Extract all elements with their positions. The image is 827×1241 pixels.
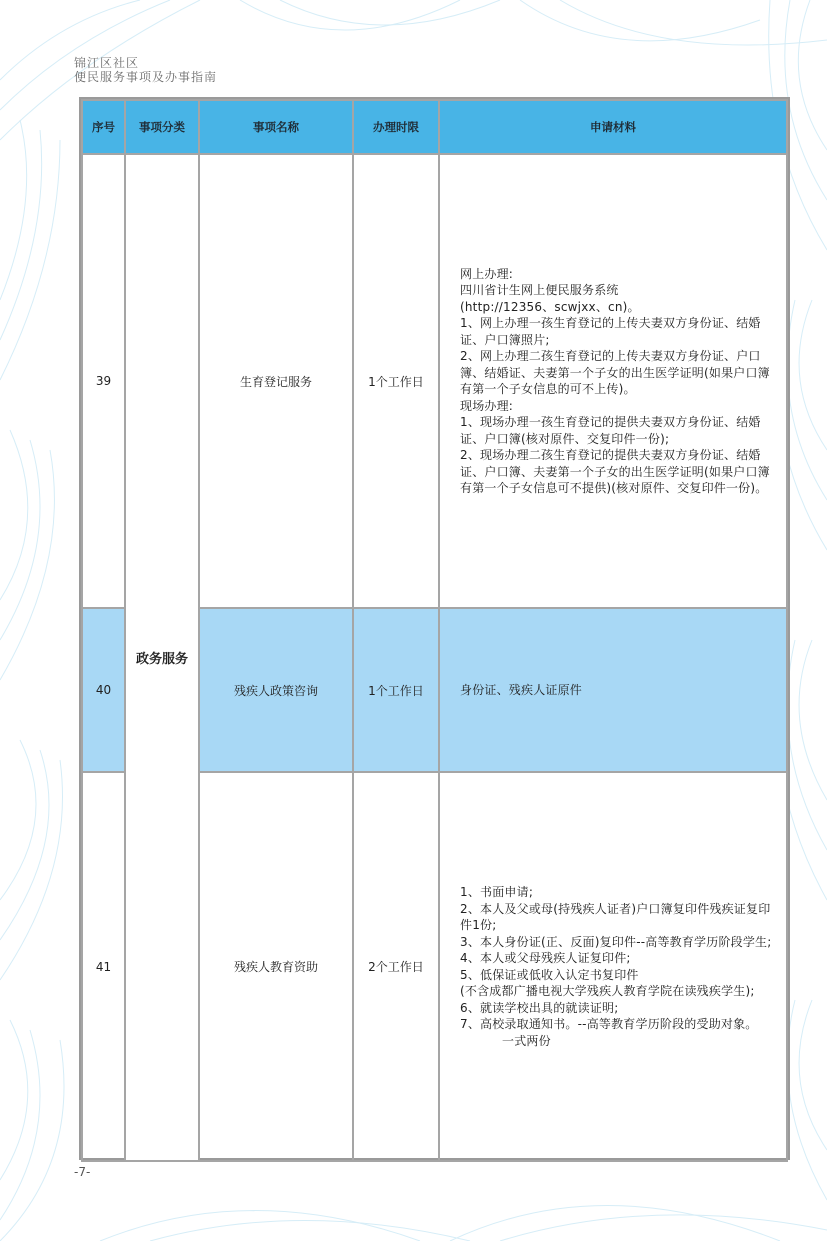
column-header-item-name: 事项名称 bbox=[199, 100, 353, 154]
materials-line: (http://12356、scwjxx、cn)。 bbox=[460, 299, 640, 314]
time-limit: 2个工作日 bbox=[353, 772, 439, 1161]
materials-line: 1、现场办理一孩生育登记的提供夫妻双方身份证、结婚证、户口簿(核对原件、交复印件一份); bbox=[460, 415, 761, 446]
materials-line: (不含成都广播电视大学残疾人教育学院在读残疾学生); bbox=[460, 984, 755, 998]
services-table bbox=[79, 97, 790, 1160]
item-name: 残疾人政策咨询 bbox=[199, 608, 353, 772]
materials-line: 四川省计生网上便民服务系统 bbox=[460, 283, 619, 297]
materials-line: 2、网上办理二孩生育登记的上传夫妻双方身份证、户口簿、结婚证、夫妻第一个子女的出生医学证明(如果户口簿有第一个子女信息的可不上传)。 bbox=[460, 349, 770, 396]
materials-line: 4、本人或父母残疾人证复印件; bbox=[460, 951, 631, 965]
header-district: 锦江区社区 bbox=[74, 56, 140, 70]
materials-line: 2、现场办理二孩生育登记的提供夫妻双方身份证、结婚证、户口簿、夫妻第一个子女的出生医学证明(如果户口簿有第一个子女信息可不提供)(核对原件、交复印件一份)。 bbox=[460, 448, 770, 495]
materials-cell bbox=[439, 154, 787, 608]
materials-line: 3、本人身份证(正、反面)复印件--高等教育学历阶段学生; bbox=[460, 934, 772, 949]
table-row bbox=[82, 154, 787, 608]
materials-line: 1、网上办理一孩生育登记的上传夫妻双方身份证、结婚证、户口簿照片; bbox=[460, 316, 761, 347]
materials-line: 身份证、残疾人证原件 bbox=[460, 682, 583, 697]
materials-cell bbox=[439, 608, 787, 772]
page-header bbox=[74, 56, 217, 84]
column-header-category: 事项分类 bbox=[125, 100, 199, 154]
category-cell: 政务服务 bbox=[125, 154, 199, 1161]
column-header-time-limit: 办理时限 bbox=[353, 100, 439, 154]
row-number: 40 bbox=[82, 608, 125, 772]
materials-line: 1、书面申请; bbox=[460, 885, 534, 899]
materials-cell bbox=[439, 772, 787, 1161]
page-number: -7- bbox=[74, 1165, 91, 1179]
table-header-row bbox=[82, 100, 787, 154]
header-guide-title: 便民服务事项及办事指南 bbox=[74, 70, 218, 84]
item-name: 生育登记服务 bbox=[199, 154, 353, 608]
time-limit: 1个工作日 bbox=[353, 608, 439, 772]
time-limit: 1个工作日 bbox=[353, 154, 439, 608]
materials-line: 一式两份 bbox=[502, 1033, 551, 1048]
materials-line: 7、高校录取通知书。--高等教育学历阶段的受助对象。 bbox=[460, 1017, 758, 1031]
row-number: 39 bbox=[82, 154, 125, 608]
materials-line: 现场办理: bbox=[460, 398, 514, 413]
item-name: 残疾人教育资助 bbox=[199, 772, 353, 1161]
materials-line: 6、就读学校出具的就读证明; bbox=[460, 1000, 619, 1015]
row-number: 41 bbox=[82, 772, 125, 1161]
materials-line: 5、低保证或低收入认定书复印件 bbox=[460, 967, 639, 982]
column-header-number: 序号 bbox=[82, 100, 125, 154]
materials-line: 网上办理: bbox=[460, 266, 514, 281]
materials-line: 2、本人及父或母(持残疾人证者)户口簿复印件残疾证复印件1份; bbox=[460, 901, 771, 932]
column-header-materials: 申请材料 bbox=[439, 100, 787, 154]
